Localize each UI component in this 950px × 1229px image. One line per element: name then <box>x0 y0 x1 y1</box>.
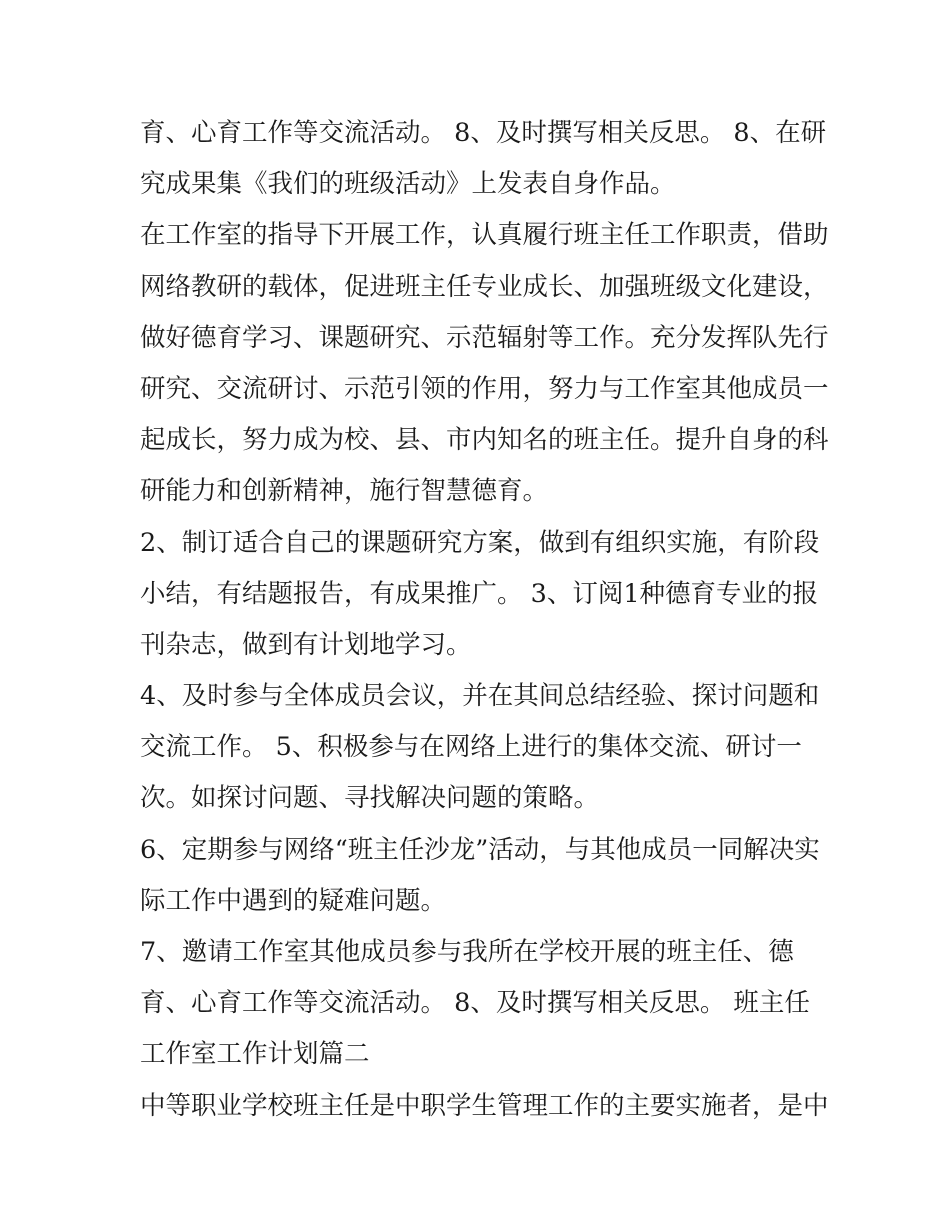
text-line: 研能力和创新精神，施行智慧德育。 <box>140 476 549 507</box>
text-line: 中等职业学校班主任是中职学生管理工作的主要实施者，是中 <box>140 1090 829 1121</box>
text-line: 做好德育学习、课题研究、示范辐射等工作。充分发挥队先行 <box>140 322 829 353</box>
text-line: 育、心育工作等交流活动。 8、及时撰写相关反思。 班主任 <box>140 988 810 1019</box>
text-line: 交流工作。 5、积极参与在网络上进行的集体交流、研讨一 <box>140 732 802 763</box>
text-line: 4、及时参与全体成员会议，并在其间总结经验、探讨问题和 <box>140 681 820 712</box>
text-line: 刊杂志，做到有计划地学习。 <box>140 629 472 660</box>
text-line: 究成果集《我们的班级活动》上发表自身作品。 <box>140 169 676 200</box>
text-line: 小结，有结题报告，有成果推广。 3、订阅1种德育专业的报 <box>140 578 819 609</box>
text-line: 6、定期参与网络“班主任沙龙”活动，与其他成员一同解决实 <box>140 834 820 865</box>
text-line: 研究、交流研讨、示范引领的作用，努力与工作室其他成员一 <box>140 373 829 404</box>
text-line: 育、心育工作等交流活动。 8、及时撰写相关反思。 8、在研 <box>140 118 827 148</box>
text-line: 7、邀请工作室其他成员参与我所在学校开展的班主任、德 <box>140 937 794 967</box>
text-line: 际工作中遇到的疑难问题。 <box>140 885 447 916</box>
text-line: 起成长，努力成为校、县、市内知名的班主任。提升自身的科 <box>140 425 829 456</box>
text-line: 工作室工作计划篇二 <box>140 1039 370 1070</box>
document-body <box>140 108 829 1132</box>
text-line: 在工作室的指导下开展工作，认真履行班主任工作职责，借助 <box>140 220 829 251</box>
text-line: 次。如探讨问题、寻找解决问题的策略。 <box>140 783 600 814</box>
text-line: 网络教研的载体，促进班主任专业成长、加强班级文化建设， <box>140 271 829 302</box>
text-line: 2、制订适合自己的课题研究方案，做到有组织实施，有阶段 <box>140 527 820 558</box>
